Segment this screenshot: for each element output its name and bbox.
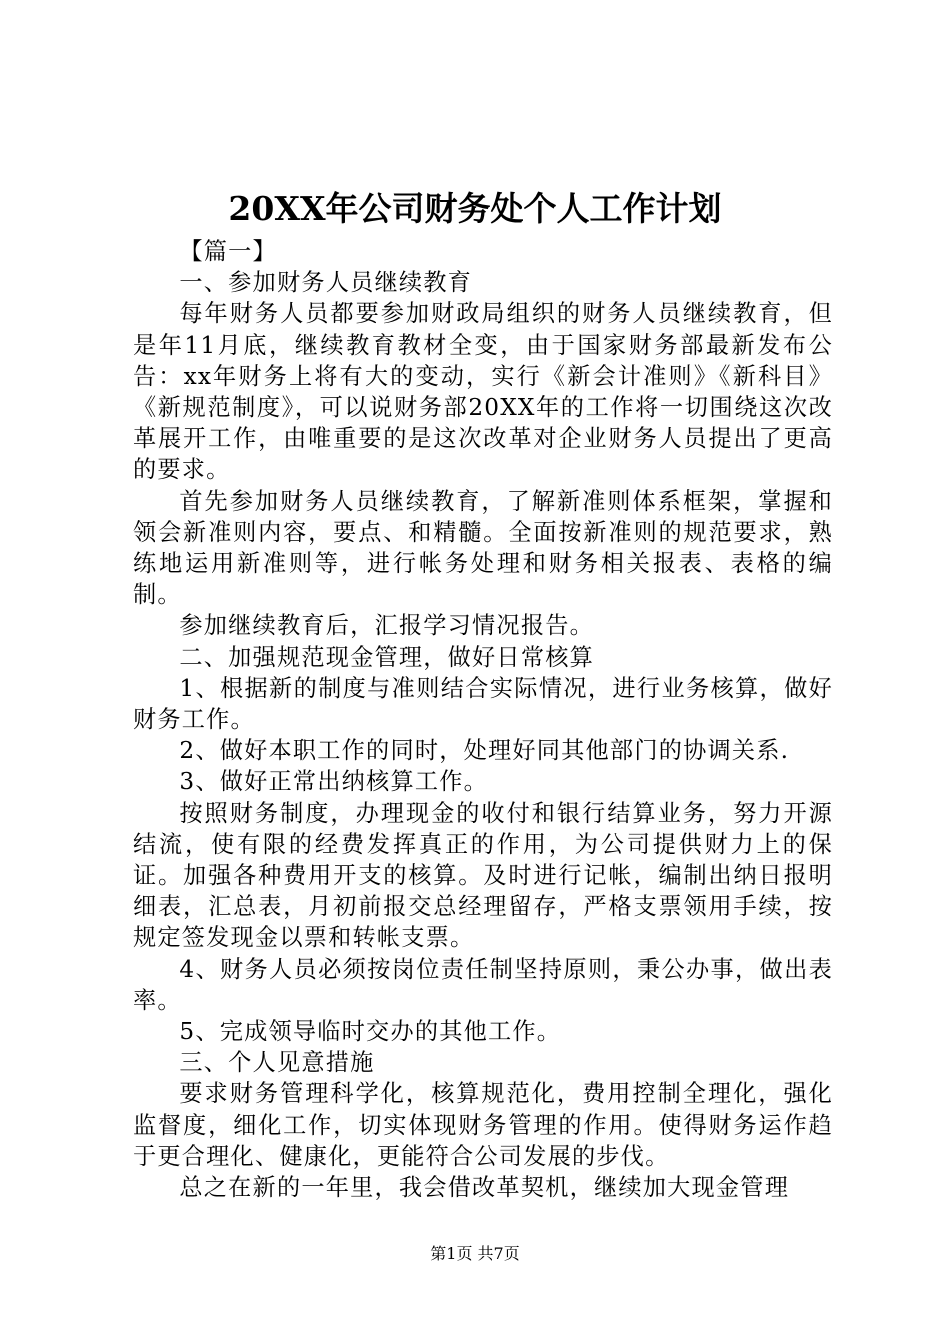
document-body <box>133 236 833 1203</box>
section-heading-1: 一、参加财务人员继续教育 <box>179 269 473 297</box>
list-item: 5、完成领导临时交办的其他工作。 <box>179 1018 562 1046</box>
list-item: 4、财务人员必须按岗位责任制坚持原则，秉公办事，做出表率。 <box>133 955 833 1014</box>
paragraph: 要求财务管理科学化，核算规范化，费用控制全理化，强化监督度，细化工作，切实体现财务管理的作用。使得财务运作趋于更合理化、健康化，更能符合公司发展的步伐。 <box>133 1080 833 1170</box>
document-title: 20XX年公司财务处个人工作计划 <box>228 189 722 228</box>
paragraph: 首先参加财务人员继续教育，了解新准则体系框架，掌握和领会新准则内容，要点、和精髓。全面按新准则的规范要求，熟练地运用新准则等，进行帐务处理和财务相关报表、表格的编制。 <box>133 487 833 609</box>
list-item: 2、做好本职工作的同时，处理好同其他部门的协调关系. <box>179 737 790 765</box>
list-item: 1、根据新的制度与准则结合实际情况，进行业务核算，做好财务工作。 <box>133 674 833 734</box>
paragraph: 总之在新的一年里，我会借改革契机，继续加大现金管理 <box>179 1174 790 1202</box>
list-item: 3、做好正常出纳核算工作。 <box>179 768 488 796</box>
paragraph: 按照财务制度，办理现金的收付和银行结算业务，努力开源结流，使有限的经费发挥真正的作用，为公司提供财力上的保证。加强各种费用开支的核算。及时进行记帐，编制出纳日报明细表，汇总表，月初前报交总经理留存，严格支票领用手续，按规定签发现金以票和转帐支票。 <box>133 799 833 952</box>
paragraph: 每年财务人员都要参加财政局组织的财务人员继续教育，但是年11月底，继续教育教材全变，由于国家财务部最新发布公告：xx年财务上将有大的变动，实行《新会计准则》《新科目》《新规范制度》，可以说财务部20XX年的工作将一切围绕这次改革展开工作，由唯重要的是这次改革对企业财务人员提出了更高的要求。 <box>133 300 833 484</box>
paragraph: 参加继续教育后，汇报学习情况报告。 <box>179 612 594 640</box>
section-tag: 【篇一】 <box>179 238 277 265</box>
section-heading-3: 三、个人见意措施 <box>179 1049 375 1077</box>
page-footer: 第1页 共7页 <box>430 1244 520 1263</box>
section-heading-2: 二、加强规范现金管理，做好日常核算 <box>179 643 594 671</box>
